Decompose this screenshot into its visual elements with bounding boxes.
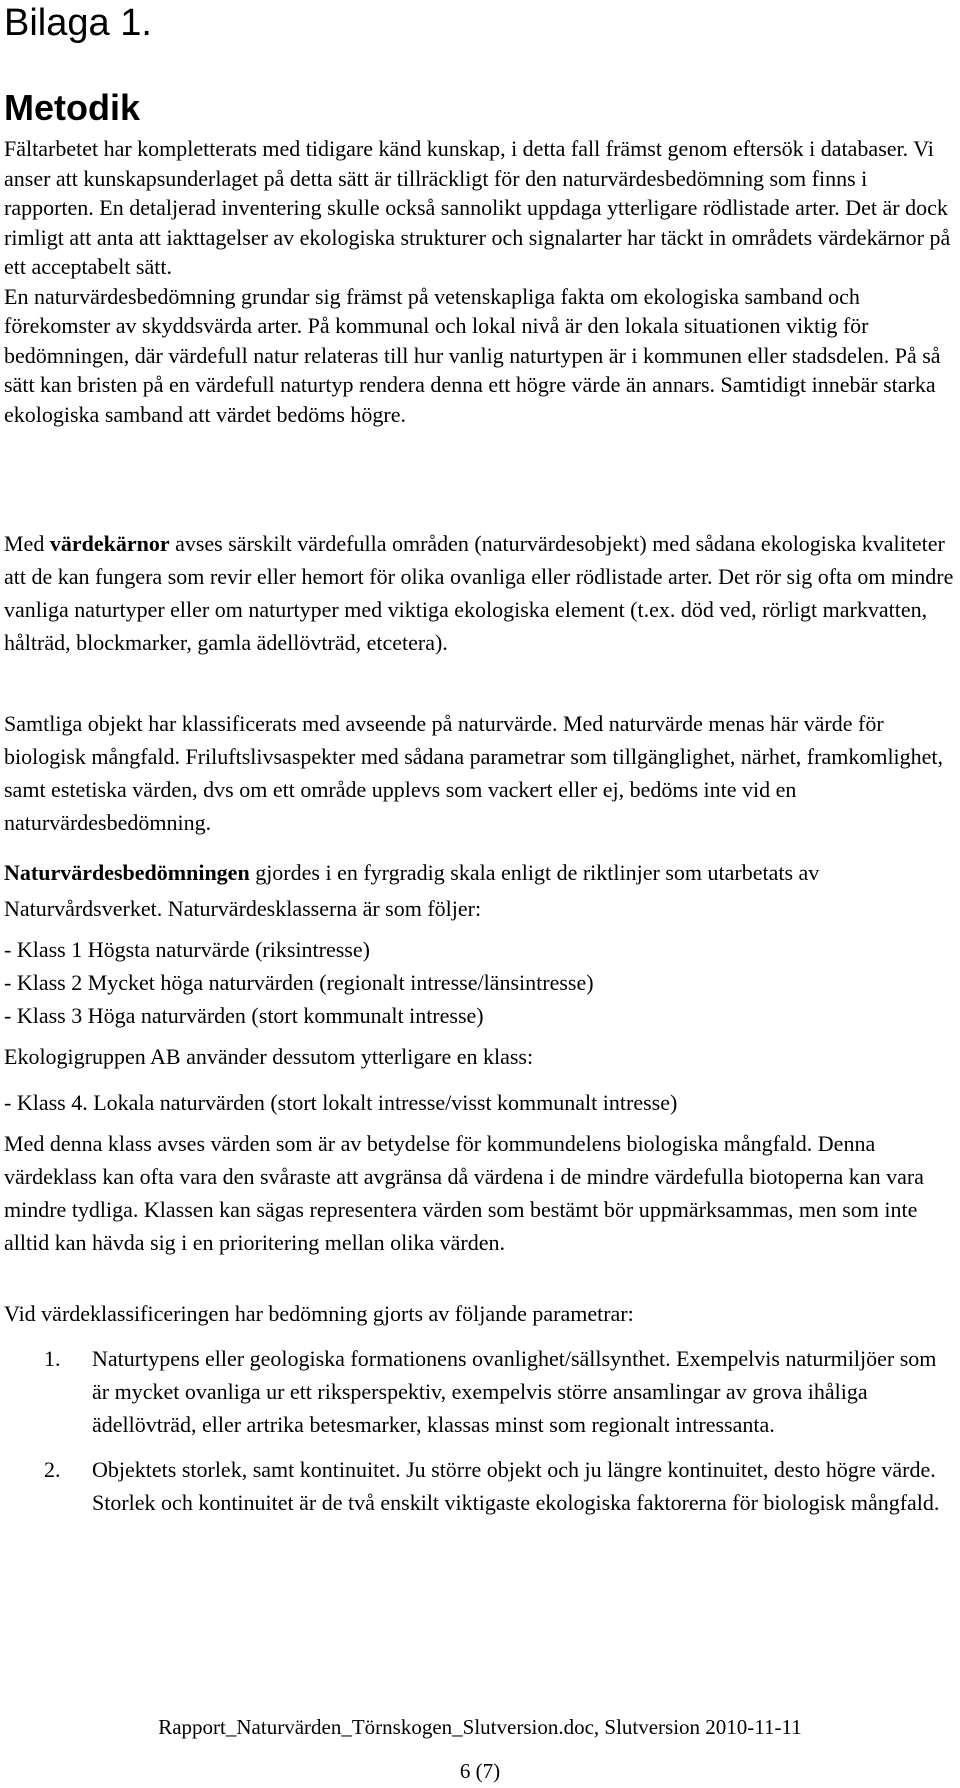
parameters-list [4, 1342, 954, 1519]
extra-class-intro: Ekologigruppen AB använder dessutom ytterligare en klass: [4, 1044, 534, 1069]
intro-paragraph-1: Fältarbetet har kompletterats med tidigare känd kunskap, i detta fall främst genom eftersök i databaser. Vi anser att kunskapsunderlaget på detta sätt är tillräckligt för den naturvärdesbedömning som finns i rapporten. En detaljerad inventering skulle också sannolikt uppdaga ytterligare rödlistade arter. Det är dock rimligt att anta att iakttagelser av ekologiska strukturer och signalarter har täckt in områdets värdekärnor på ett acceptabelt sätt. [4, 136, 951, 279]
naturvarde-text: Samtliga objekt har klassificerats med avseende på naturvärde. Med naturvärde menas här värde för biologisk mångfald. Friluftslivsaspekter med sådana parametrar som tillgänglighet, närhet, framkomlighet, samt estetiska värden, dvs om ett område upplevs som vackert eller ej, bedöms inte vid en naturvärdesbedömning. [4, 711, 944, 835]
footer-document-name: Rapport_Naturvärden_Törnskogen_Slutversion.doc, Slutversion 2010-11-11 [158, 1715, 802, 1739]
class-item: - Klass 2 Mycket höga naturvärden (regionalt intresse/länsintresse) [4, 970, 594, 995]
class-4: - Klass 4. Lokala naturvärden (stort lokalt intresse/visst kommunalt intresse) [4, 1090, 678, 1115]
footer-page-number: 6 (7) [459, 1759, 501, 1783]
intro-section [4, 134, 954, 429]
naturvarde-paragraph [4, 707, 954, 839]
parameter-text: Naturtypens eller geologiska formationens ovanlighet/sällsynthet. Exempelvis naturmiljöer som är mycket ovanliga ur ett riksperspektiv, exempelvis större ansamlingar av grova ihåliga ädellövträd, eller artrika betesmarker, klassas minst som regionalt intressanta. [92, 1346, 937, 1437]
parameter-text: Objektets storlek, samt kontinuitet. Ju större objekt och ju längre kontinuitet, desto högre värde. Storlek och kontinuitet är de två enskilt viktigaste ekologiska faktorerna för biologisk mångfald. [92, 1457, 940, 1515]
class-4-description: Med denna klass avses värden som är av betydelse för kommundelens biologiska mångfald. Denna värdeklass kan ofta vara den svåraste att avgränsa då värdena i de mindre värdefulla biotoperna kan vara mindre tydliga. Klassen kan sägas representera värden som bestämt bör uppmärksammas, men som inte alltid kan hävda sig i en prioritering mellan olika värden. [4, 1131, 924, 1255]
vardekarnor-term: värdekärnor [49, 531, 170, 556]
class-item: - Klass 3 Höga naturvärden (stort kommunalt intresse) [4, 1003, 484, 1028]
intro-paragraph-2: En naturvärdesbedömning grundar sig främst på vetenskapliga fakta om ekologiska samband och förekomster av skyddsvärda arter. På kommunal och lokal nivå är den lokala situationen viktig för bedömningen, där värdefull natur relateras till hur vanlig naturtypen är i kommunen eller stadsdelen. På så sätt kan bristen på en värdefull naturtyp rendera denna ett högre värde än annars. Samtidigt innebär starka ekologiska samband att värdet bedöms högre. [4, 283, 941, 427]
vardekarnor-lead: Med [4, 531, 50, 556]
class-list [4, 933, 954, 1032]
parameter-item [4, 1453, 954, 1519]
appendix-title: Bilaga 1. [4, 2, 152, 44]
bedomning-text: gjordes i en fyrgradig skala enligt de riktlinjer som utarbetats av Naturvårdsverket. Naturvärdesklasserna är som följer: [4, 860, 820, 921]
bedomning-paragraph [4, 855, 954, 927]
bedomning-term: Naturvärdesbedömningen [4, 860, 250, 885]
parameter-number: 1. [44, 1346, 61, 1371]
vardekarnor-paragraph [4, 527, 954, 659]
parameters-intro: Vid värdeklassificeringen har bedömning gjorts av följande parametrar: [4, 1301, 634, 1326]
parameter-item [4, 1342, 954, 1441]
section-title: Metodik [4, 87, 141, 128]
parameter-number: 2. [44, 1457, 61, 1482]
vardekarnor-text: avses särskilt värdefulla områden (naturvärdesobjekt) med sådana ekologiska kvaliteter att de kan fungera som revir eller hemort för olika ovanliga eller rödlistade arter. Det rör sig ofta om mindre vanliga naturtyper eller om naturtyper med viktiga ekologiska element (t.ex. död ved, rörligt markvatten, hålträd, blockmarker, gamla ädellövträd, etcetera). [4, 531, 954, 655]
class-item: - Klass 1 Högsta naturvärde (riksintresse) [4, 937, 370, 962]
